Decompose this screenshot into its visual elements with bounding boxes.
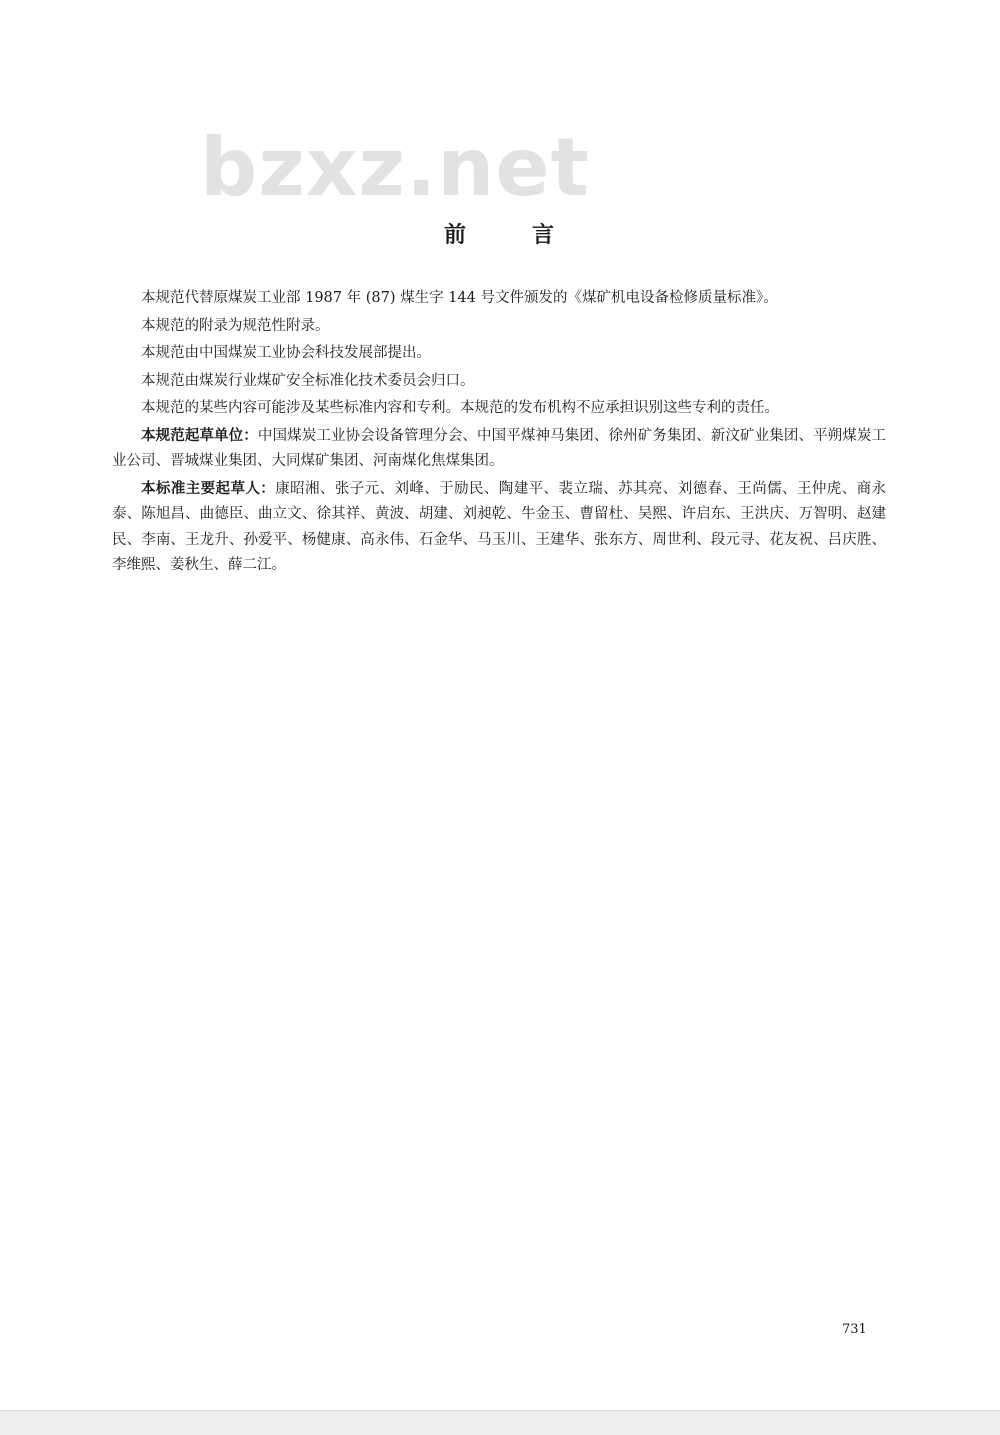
drafters-label: 本标准主要起草人： (141, 480, 276, 497)
title-char-right: 言 (532, 223, 557, 248)
paragraph-patent-notice: 本规范的某些内容可能涉及某些标准内容和专利。本规范的发布机构不应承担识别这些专利的责任。 (141, 400, 779, 416)
paragraph-drafting-units (112, 424, 886, 475)
paragraph-proposer: 本规范由中国煤炭工业协会科技发展部提出。 (141, 345, 431, 361)
paragraph-drafters (112, 477, 886, 579)
foreword-body (112, 286, 886, 581)
paragraph-replacement: 本规范代替原煤炭工业部 1987 年 (87) 煤生字 144 号文件颁发的《煤矿机电设备检修质量标准》。 (141, 290, 778, 306)
drafting-units-label: 本规范起草单位： (141, 427, 258, 444)
viewer-bottom-bar (0, 1410, 1000, 1435)
drafting-units-text: 中国煤炭工业协会设备管理分会、中国平煤神马集团、徐州矿务集团、新汶矿业集团、平朔煤炭工业公司、晋城煤业集团、大同煤矿集团、河南煤化焦煤集团。 (112, 427, 887, 469)
drafters-text: 康昭湘、张子元、刘峰、于励民、陶建平、裴立瑞、苏其亮、刘德春、王尚儒、王仲虎、商永泰、陈旭昌、曲德臣、曲立文、徐其祥、黄波、胡建、刘昶乾、牛金玉、曹留杜、吴熙、许启东、王洪庆、万智明、赵建民、李南、王龙升、孙爱平、杨健康、高永伟、石金华、马玉川、王建华、张东方、周世利、段元寻、花友祝、吕庆胜、李维熙、姜秋生、薛二江。 (112, 480, 887, 573)
watermark-text: bzxz.net (200, 121, 590, 214)
page-title (0, 218, 1000, 249)
paragraph-administrator: 本规范由煤炭行业煤矿安全标准化技术委员会归口。 (141, 372, 475, 389)
paragraph-appendix: 本规范的附录为规范性附录。 (141, 317, 330, 334)
title-char-left: 前 (443, 223, 468, 248)
page-number: 731 (842, 1322, 867, 1337)
